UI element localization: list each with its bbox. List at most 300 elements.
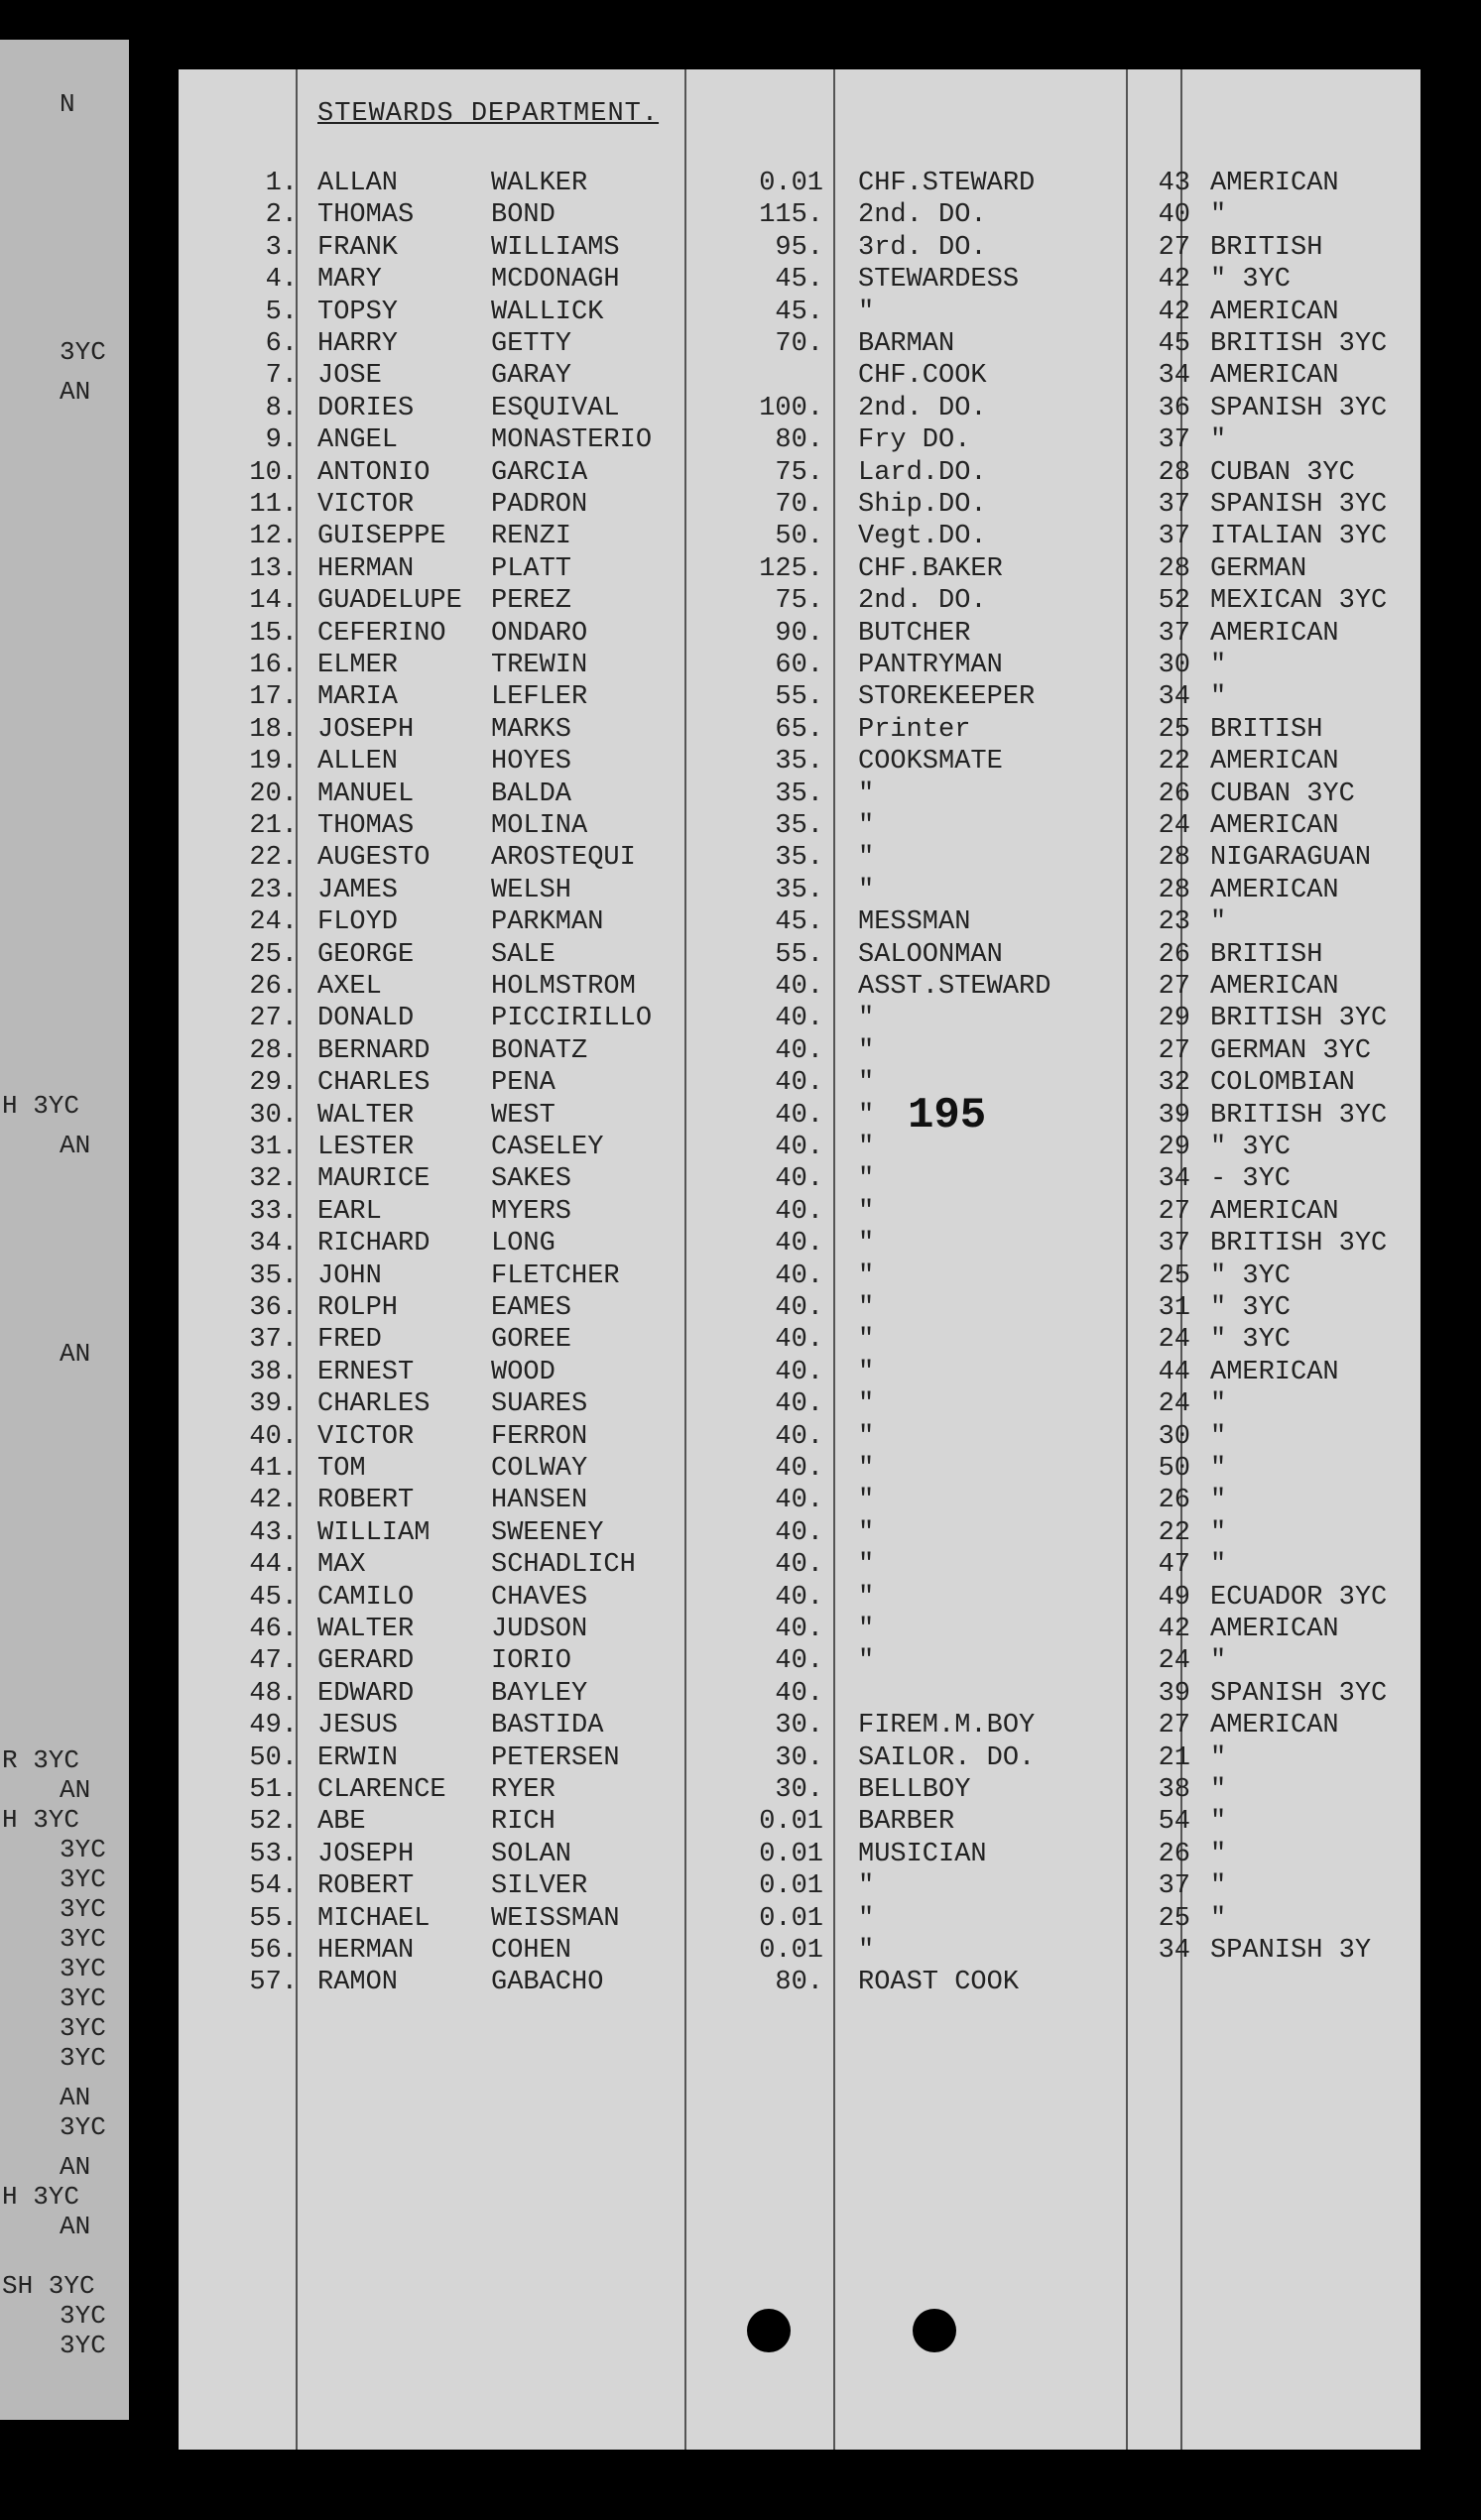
surname: MOLINA [491,811,588,841]
crew-row [179,1743,1420,1775]
crew-row [179,1197,1420,1229]
row-number: 24. [249,907,298,938]
wage: 40. [775,1582,823,1613]
wage: 35. [775,779,823,809]
capacity: Fry DO. [858,425,971,456]
strip-fragment: AN [60,377,91,407]
crew-row [179,329,1420,361]
first-name: HARRY [317,329,399,359]
wage: 75. [775,457,823,488]
age: 49 [1158,1582,1190,1613]
capacity: " [858,1325,875,1356]
row-number: 27. [249,1004,298,1034]
row-number: 8. [265,393,298,423]
first-name: VICTOR [317,490,415,520]
crew-row [179,972,1420,1004]
nationality: " [1210,651,1227,680]
crew-row [179,298,1420,329]
age: 24 [1158,1325,1190,1356]
nationality: AMERICAN [1210,811,1339,841]
age: 38 [1158,1775,1190,1805]
surname: IORIO [491,1646,572,1677]
first-name: CHARLES [317,1389,431,1420]
wage: 40. [775,1133,823,1162]
capacity: " [858,1582,875,1613]
surname: PEREZ [491,586,572,617]
first-name: MAURICE [317,1164,431,1195]
wage: 40. [775,1260,823,1291]
nationality: " 3YC [1210,1260,1292,1291]
strip-fragment: 3YC [60,1894,106,1924]
wage: 40. [775,1035,823,1066]
age: 24 [1158,1389,1190,1420]
nationality: " [1210,200,1227,231]
age: 36 [1158,393,1190,423]
row-number: 44. [249,1550,298,1581]
capacity: STEWARDESS [858,265,1020,296]
crew-row [179,554,1420,586]
wage: 80. [775,1968,823,1998]
crew-row [179,394,1420,425]
age: 34 [1158,361,1190,392]
nationality: AMERICAN [1210,747,1339,778]
row-number: 4. [265,265,298,296]
row-number: 18. [249,714,298,745]
row-number: 10. [249,457,298,488]
wage: 50. [775,522,823,552]
age: 27 [1158,972,1190,1002]
row-number: 28. [249,1035,298,1066]
wage: 40. [775,1164,823,1195]
crew-row [179,1936,1420,1968]
row-number: 51. [249,1775,298,1805]
first-name: HERMAN [317,1936,415,1966]
strip-fragment: AN [60,2212,91,2241]
first-name: JOSEPH [317,1839,415,1869]
surname: RICH [491,1807,555,1838]
first-name: FLOYD [317,907,399,938]
crew-row [179,1261,1420,1293]
wage: 95. [775,232,823,263]
row-number: 42. [249,1486,298,1516]
wage: 55. [775,939,823,970]
row-number: 56. [249,1936,298,1966]
nationality: SPANISH 3YC [1210,1678,1388,1709]
first-name: BERNARD [317,1035,431,1066]
strip-fragment: H 3YC [2,1805,80,1835]
capacity: COOKSMATE [858,747,1003,778]
nationality: AMERICAN [1210,618,1339,649]
first-name: MANUEL [317,779,415,809]
age: 31 [1158,1293,1190,1323]
surname: MYERS [491,1196,572,1227]
age: 26 [1158,939,1190,970]
surname: BAYLEY [491,1678,588,1709]
strip-fragment: 3YC [60,2331,106,2360]
row-number: 16. [249,651,298,680]
crew-row [179,586,1420,618]
surname: PARKMAN [491,907,604,938]
surname: HANSEN [491,1486,588,1516]
first-name: FRANK [317,232,399,263]
surname: WILLIAMS [491,232,620,263]
capacity: " [858,1229,875,1260]
crew-row [179,1518,1420,1550]
capacity: FIREM.M.BOY [858,1711,1036,1741]
capacity: MESSMAN [858,907,971,938]
age: 29 [1158,1004,1190,1034]
surname: AROSTEQUI [491,843,636,874]
first-name: ROBERT [317,1871,415,1902]
capacity: " [858,1517,875,1548]
wage: 40. [775,1325,823,1356]
capacity: CHF.STEWARD [858,169,1036,198]
nationality: BRITISH [1210,714,1323,745]
crew-row [179,682,1420,714]
surname: WEST [491,1100,555,1131]
strip-fragment: 3YC [60,2043,106,2073]
age: 27 [1158,1035,1190,1066]
nationality: " [1210,1742,1227,1773]
age: 30 [1158,651,1190,680]
capacity: Printer [858,714,971,745]
age: 37 [1158,425,1190,456]
row-number: 49. [249,1711,298,1741]
row-number: 38. [249,1357,298,1387]
crew-row [179,843,1420,875]
crew-row [179,200,1420,232]
surname: CHAVES [491,1582,588,1613]
crew-row [179,458,1420,490]
first-name: ROBERT [317,1486,415,1516]
wage: 0.01 [759,169,823,198]
row-number: 31. [249,1133,298,1162]
first-name: GEORGE [317,939,415,970]
first-name: AXEL [317,972,382,1002]
surname: WALKER [491,169,588,198]
capacity: " [858,1035,875,1066]
surname: WEISSMAN [491,1903,620,1934]
crew-row [179,876,1420,907]
wage: 0.01 [759,1936,823,1966]
strip-fragment: AN [60,2083,91,2112]
surname: FLETCHER [491,1260,620,1291]
crew-row [179,715,1420,747]
age: 26 [1158,779,1190,809]
nationality: - 3YC [1210,1164,1292,1195]
nationality: " [1210,1486,1227,1516]
nationality: " [1210,1871,1227,1902]
first-name: ALLAN [317,169,399,198]
row-number: 23. [249,875,298,905]
wage: 30. [775,1742,823,1773]
wage: 40. [775,1646,823,1677]
wage: 125. [759,553,823,584]
surname: HOLMSTROM [491,972,636,1002]
row-number: 6. [265,329,298,359]
capacity: 2nd. DO. [858,586,987,617]
nationality: BRITISH 3YC [1210,1100,1388,1131]
nationality: AMERICAN [1210,1711,1339,1741]
strip-fragment: AN [60,1775,91,1805]
age: 37 [1158,618,1190,649]
row-number: 7. [265,361,298,392]
row-number: 50. [249,1742,298,1773]
nationality: " 3YC [1210,1133,1292,1162]
crew-row [179,1583,1420,1615]
wage: 35. [775,843,823,874]
age: 25 [1158,1260,1190,1291]
strip-fragment: SH 3YC [2,2271,95,2301]
row-number: 5. [265,297,298,327]
capacity: BELLBOY [858,1775,971,1805]
first-name: TOM [317,1454,366,1484]
wage: 65. [775,714,823,745]
nationality: " [1210,1807,1227,1838]
crew-row [179,1486,1420,1517]
first-name: ELMER [317,651,399,680]
row-number: 46. [249,1615,298,1644]
wage: 55. [775,682,823,713]
row-number: 13. [249,553,298,584]
first-name: HERMAN [317,553,415,584]
adjacent-page-strip [0,40,129,2420]
age: 44 [1158,1357,1190,1387]
capacity: " [858,1646,875,1677]
wage: 40. [775,1004,823,1034]
first-name: WALTER [317,1615,415,1644]
nationality: NIGARAGUAN [1210,843,1372,874]
nationality: " [1210,1550,1227,1581]
wage: 115. [759,200,823,231]
row-number: 17. [249,682,298,713]
surname: GABACHO [491,1968,604,1998]
surname: ESQUIVAL [491,393,620,423]
surname: MONASTERIO [491,425,653,456]
surname: LONG [491,1229,555,1260]
nationality: " [1210,1454,1227,1484]
surname: SALE [491,939,555,970]
wage: 0.01 [759,1839,823,1869]
first-name: ANTONIO [317,457,431,488]
age: 37 [1158,490,1190,520]
crew-row [179,1036,1420,1068]
first-name: CAMILO [317,1582,415,1613]
wage: 80. [775,425,823,456]
row-number: 54. [249,1871,298,1902]
age: 30 [1158,1421,1190,1452]
wage: 45. [775,297,823,327]
wage: 40. [775,1357,823,1387]
age: 42 [1158,297,1190,327]
age: 37 [1158,1871,1190,1902]
age: 28 [1158,457,1190,488]
page-number-stamp: 195 [908,1091,987,1140]
crew-row [179,1904,1420,1936]
surname: PENA [491,1068,555,1099]
capacity: SAILOR. DO. [858,1742,1036,1773]
age: 27 [1158,1711,1190,1741]
nationality: " 3YC [1210,1325,1292,1356]
first-name: JOSE [317,361,382,392]
capacity: BUTCHER [858,618,971,649]
nationality: CUBAN 3YC [1210,457,1355,488]
wage: 40. [775,1068,823,1099]
capacity: CHF.BAKER [858,553,1003,584]
surname: JUDSON [491,1615,588,1644]
crew-row [179,907,1420,939]
wage: 30. [775,1711,823,1741]
first-name: TOPSY [317,297,399,327]
crew-row [179,490,1420,522]
nationality: AMERICAN [1210,169,1339,198]
capacity: " [858,1550,875,1581]
age: 39 [1158,1678,1190,1709]
capacity: " [858,875,875,905]
capacity: " [858,1260,875,1291]
surname: BOND [491,200,555,231]
row-number: 15. [249,618,298,649]
age: 25 [1158,1903,1190,1934]
capacity: BARMAN [858,329,955,359]
surname: WOOD [491,1357,555,1387]
strip-fragment: 3YC [60,2013,106,2043]
nationality: AMERICAN [1210,297,1339,327]
wage: 40. [775,1389,823,1420]
wage: 35. [775,811,823,841]
strip-fragment: 3YC [60,1954,106,1983]
age: 28 [1158,553,1190,584]
capacity: " [858,1068,875,1099]
capacity: " [858,297,875,327]
nationality: MEXICAN 3YC [1210,586,1388,617]
crew-row [179,1358,1420,1389]
age: 37 [1158,1229,1190,1260]
age: 25 [1158,714,1190,745]
crew-row [179,1840,1420,1871]
nationality: AMERICAN [1210,972,1339,1002]
punch-hole [747,2309,791,2352]
capacity: " [858,1293,875,1323]
crew-row [179,1871,1420,1903]
surname: FERRON [491,1421,588,1452]
surname: RYER [491,1775,555,1805]
first-name: ERNEST [317,1357,415,1387]
row-number: 53. [249,1839,298,1869]
surname: CASELEY [491,1133,604,1162]
nationality: SPANISH 3YC [1210,490,1388,520]
wage: 75. [775,586,823,617]
surname: MARKS [491,714,572,745]
nationality: " [1210,907,1227,938]
capacity: " [858,1389,875,1420]
age: 34 [1158,1936,1190,1966]
crew-row [179,169,1420,200]
crew-row [179,619,1420,651]
nationality: BRITISH 3YC [1210,329,1388,359]
first-name: WALTER [317,1100,415,1131]
crew-row [179,1293,1420,1325]
surname: COHEN [491,1936,572,1966]
surname: BALDA [491,779,572,809]
age: 23 [1158,907,1190,938]
first-name: WILLIAM [317,1517,431,1548]
capacity: " [858,1936,875,1966]
crew-row [179,940,1420,972]
capacity: ROAST COOK [858,1968,1020,1998]
row-number: 9. [265,425,298,456]
strip-fragment: H 3YC [2,1091,80,1121]
first-name: DONALD [317,1004,415,1034]
row-number: 45. [249,1582,298,1613]
nationality: " [1210,1646,1227,1677]
row-number: 47. [249,1646,298,1677]
row-number: 33. [249,1196,298,1227]
nationality: BRITISH 3YC [1210,1229,1388,1260]
first-name: CLARENCE [317,1775,446,1805]
capacity: " [858,1486,875,1516]
first-name: MARIA [317,682,399,713]
wage: 40. [775,1293,823,1323]
surname: MCDONAGH [491,265,620,296]
row-number: 29. [249,1068,298,1099]
crew-row [179,780,1420,811]
nationality: " [1210,1775,1227,1805]
wage: 45. [775,265,823,296]
capacity: ASST.STEWARD [858,972,1051,1002]
nationality: BRITISH 3YC [1210,1004,1388,1034]
strip-fragment: 3YC [60,1835,106,1864]
row-number: 35. [249,1260,298,1291]
crew-row [179,233,1420,265]
first-name: ANGEL [317,425,399,456]
wage: 30. [775,1775,823,1805]
nationality: COLOMBIAN [1210,1068,1355,1099]
age: 26 [1158,1486,1190,1516]
surname: PADRON [491,490,588,520]
surname: WELSH [491,875,572,905]
surname: SCHADLICH [491,1550,636,1581]
capacity: " [858,1903,875,1934]
strip-fragment: 3YC [60,2112,106,2142]
nationality: BRITISH [1210,939,1323,970]
crew-row [179,1325,1420,1357]
row-number: 14. [249,586,298,617]
first-name: MICHAEL [317,1903,431,1934]
crew-row [179,747,1420,779]
age: 22 [1158,1517,1190,1548]
first-name: MAX [317,1550,366,1581]
surname: SOLAN [491,1839,572,1869]
nationality: CUBAN 3YC [1210,779,1355,809]
capacity: " [858,1357,875,1387]
age: 43 [1158,169,1190,198]
first-name: VICTOR [317,1421,415,1452]
surname: SILVER [491,1871,588,1902]
capacity: Ship.DO. [858,490,987,520]
nationality: " [1210,1389,1227,1420]
nationality: " 3YC [1210,1293,1292,1323]
strip-fragment: H 3YC [2,2182,80,2212]
surname: GARCIA [491,457,588,488]
capacity: BARBER [858,1807,955,1838]
wage: 40. [775,1517,823,1548]
age: 32 [1158,1068,1190,1099]
capacity: " [858,1454,875,1484]
surname: PICCIRILLO [491,1004,653,1034]
crew-row [179,1615,1420,1646]
crew-row [179,522,1420,553]
